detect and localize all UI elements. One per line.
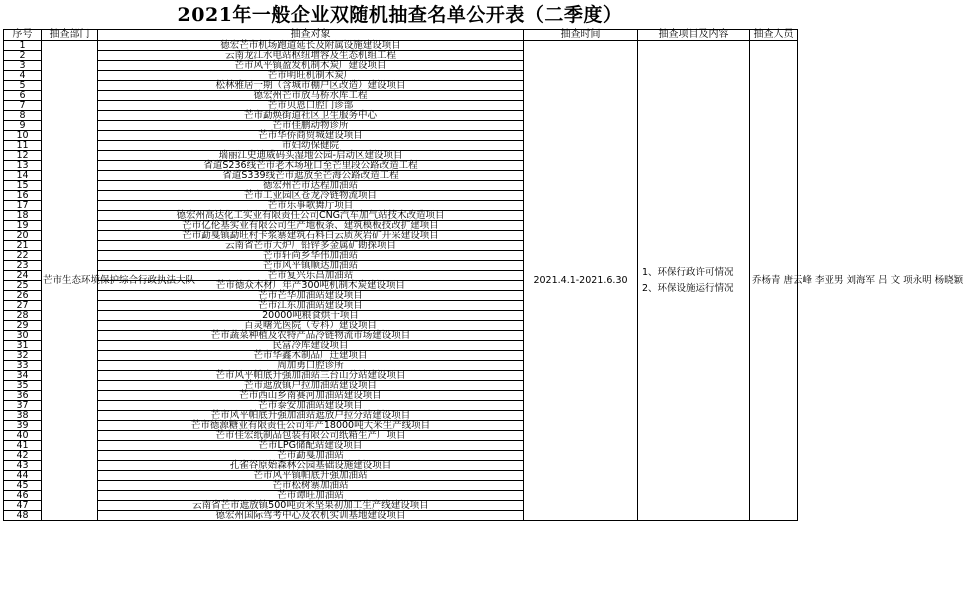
row-number: 26 — [4, 291, 42, 301]
inspection-staff: 乔杨青 唐云峰 李亚男 刘海军 吕 文 项永明 杨晓颖 — [750, 41, 798, 521]
row-number: 15 — [4, 181, 42, 191]
inspection-object: 省道S339线芒市遮放至芒海公路改造工程 — [98, 171, 524, 181]
inspection-object: 云南龙江水电站枢纽增容及生态机组工程 — [98, 51, 524, 61]
row-number: 47 — [4, 501, 42, 511]
header-no: 序号 — [4, 30, 42, 41]
row-number: 1 — [4, 41, 42, 51]
row-number: 39 — [4, 421, 42, 431]
inspection-object: 芒市风平帕底升强加油站三台山分站建设项目 — [98, 371, 524, 381]
inspection-object: 芒市乐事歌舞厅项目 — [98, 201, 524, 211]
row-number: 16 — [4, 191, 42, 201]
row-number: 20 — [4, 231, 42, 241]
row-number: 10 — [4, 131, 42, 141]
row-number: 23 — [4, 261, 42, 271]
row-number: 46 — [4, 491, 42, 501]
inspection-object: 芒市风平镇帕底升强加油站 — [98, 471, 524, 481]
header-items: 抽查项目及内容 — [638, 30, 750, 41]
inspection-object: 芒市谭旺加油站 — [98, 491, 524, 501]
inspection-object: 芒市亿伦基实业有限公司生产地板条、建筑模板技改扩建项目 — [98, 221, 524, 231]
inspection-object: 芒市贝恩口腔门诊部 — [98, 101, 524, 111]
inspection-object: 芒市勐戛镇勐旺村卡浆寨建筑石料白云质灰岩矿开采建设项目 — [98, 231, 524, 241]
inspection-object: 20000吨粮食烘干项目 — [98, 311, 524, 321]
row-number: 43 — [4, 461, 42, 471]
inspection-object: 芒市芒华加油站建设项目 — [98, 291, 524, 301]
row-number: 44 — [4, 471, 42, 481]
inspection-object: 市妇幼保健院 — [98, 141, 524, 151]
row-number: 7 — [4, 101, 42, 111]
inspection-object: 芒市工业园区苍龙冷链物流项目 — [98, 191, 524, 201]
inspection-item: 1、环保行政许可情况 — [642, 266, 734, 278]
inspection-object: 芒市德众木材厂年产300吨机制木炭建设项目 — [98, 281, 524, 291]
row-number: 34 — [4, 371, 42, 381]
row-number: 25 — [4, 281, 42, 291]
inspection-object: 芒市风平帕底升强加油站遮放户拉分站建设项目 — [98, 411, 524, 421]
inspection-object: 德宏芒市机场跑道延长及附属设施建设项目 — [98, 41, 524, 51]
inspection-object: 芒市佳鹏动物诊所 — [98, 121, 524, 131]
row-number: 18 — [4, 211, 42, 221]
inspection-time: 2021.4.1-2021.6.30 — [524, 41, 638, 521]
table-body — [4, 40, 963, 521]
inspection-object: 芒市蔬菜种植及农特产品冷链物流市场建设项目 — [98, 331, 524, 341]
inspection-item: 2、环保设施运行情况 — [642, 282, 734, 294]
inspection-items — [638, 41, 750, 521]
inspection-object: 芒市松树寨加油站 — [98, 481, 524, 491]
inspection-object: 芒市遮放镇户拉加油站建设项目 — [98, 381, 524, 391]
row-number: 24 — [4, 271, 42, 281]
inspection-object: 德宏州国际驾考中心及农机实训基地建设项目 — [98, 511, 524, 521]
inspection-object: 省道S236线芒市老木场垭口至芒里段公路改造工程 — [98, 161, 524, 171]
table-row — [4, 41, 798, 51]
row-number: 21 — [4, 241, 42, 251]
inspection-object: 芒市佳宏纸制品包装有限公司纸箱生产厂项目 — [98, 431, 524, 441]
inspection-object: 百灵曙光医院（专科）建设项目 — [98, 321, 524, 331]
inspection-object: 芒市德源糖业有限责任公司年产18000吨大米生产线项目 — [98, 421, 524, 431]
page-title: 2021年一般企业双随机抽查名单公开表（二季度） — [177, 4, 623, 26]
row-number: 35 — [4, 381, 42, 391]
inspection-object: 云南省芒市遮放镇500吨贡米坚果初加工生产线建设项目 — [98, 501, 524, 511]
row-number: 2 — [4, 51, 42, 61]
inspection-object: 芒市华鑫木制品厂迁建项目 — [98, 351, 524, 361]
row-number: 36 — [4, 391, 42, 401]
inspection-object: 德宏州高达化工实业有限责任公司CNG汽车加气站技术改造项目 — [98, 211, 524, 221]
inspection-object: 松林雅居一期（含城市棚户区改造）建设项目 — [98, 81, 524, 91]
row-number: 9 — [4, 121, 42, 131]
row-number: 28 — [4, 311, 42, 321]
inspection-object: 云南省芒市大炉厂铅锌多金属矿勘探项目 — [98, 241, 524, 251]
inspection-table — [3, 29, 963, 521]
inspection-object: 芒市勐焕街道社区卫生服务中心 — [98, 111, 524, 121]
row-number: 4 — [4, 71, 42, 81]
inspection-object: 芒市华侨商贸城建设项目 — [98, 131, 524, 141]
row-number: 6 — [4, 91, 42, 101]
inspection-object: 芒市勐戛加油站 — [98, 451, 524, 461]
inspection-object: 孔雀谷原始森林公园基础设施建设项目 — [98, 461, 524, 471]
row-number: 14 — [4, 171, 42, 181]
inspection-object: 芒市泰安加油站建设项目 — [98, 401, 524, 411]
row-number: 22 — [4, 251, 42, 261]
row-number: 45 — [4, 481, 42, 491]
row-number: 8 — [4, 111, 42, 121]
inspection-object: 芒市复兴乐昌加油站 — [98, 271, 524, 281]
inspection-object: 芒市风平镇盈发机制木炭厂建设项目 — [98, 61, 524, 71]
inspection-object: 芒市江东加油站建设项目 — [98, 301, 524, 311]
row-number: 37 — [4, 401, 42, 411]
row-number: 5 — [4, 81, 42, 91]
inspection-department: 芒市生态环境保护综合行政执法大队 — [42, 41, 98, 521]
row-number: 38 — [4, 411, 42, 421]
inspection-object: 民富冷库建设项目 — [98, 341, 524, 351]
header-time: 抽查时间 — [524, 30, 638, 41]
row-number: 13 — [4, 161, 42, 171]
inspection-object: 瑞丽江史迪威码头湿地公园-启动区建设项目 — [98, 151, 524, 161]
row-number: 33 — [4, 361, 42, 371]
table-header-row — [4, 30, 798, 41]
row-number: 29 — [4, 321, 42, 331]
row-number: 41 — [4, 441, 42, 451]
inspection-object: 周加勇口腔诊所 — [98, 361, 524, 371]
inspection-object: 德宏州芒市达程加油站 — [98, 181, 524, 191]
row-number: 3 — [4, 61, 42, 71]
row-number: 27 — [4, 301, 42, 311]
inspection-object: 芒市明旺机制木炭厂 — [98, 71, 524, 81]
row-number: 40 — [4, 431, 42, 441]
row-number: 11 — [4, 141, 42, 151]
header-object: 抽查对象 — [98, 30, 524, 41]
header-dept: 抽查部门 — [42, 30, 98, 41]
row-number: 17 — [4, 201, 42, 211]
row-number: 30 — [4, 331, 42, 341]
inspection-object: 芒市轩尚乡华伟加油站 — [98, 251, 524, 261]
header-staff: 抽查人员 — [750, 30, 798, 41]
inspection-object: 芒市西山乡南赛河加油站建设项目 — [98, 391, 524, 401]
row-number: 31 — [4, 341, 42, 351]
row-number: 32 — [4, 351, 42, 361]
row-number: 19 — [4, 221, 42, 231]
row-number: 12 — [4, 151, 42, 161]
inspection-object: 德宏州芒市放马桥水库工程 — [98, 91, 524, 101]
inspection-object: 芒市风平镇顺达加油站 — [98, 261, 524, 271]
row-number: 48 — [4, 511, 42, 521]
inspection-object: 芒市LPG储配站建设项目 — [98, 441, 524, 451]
row-number: 42 — [4, 451, 42, 461]
